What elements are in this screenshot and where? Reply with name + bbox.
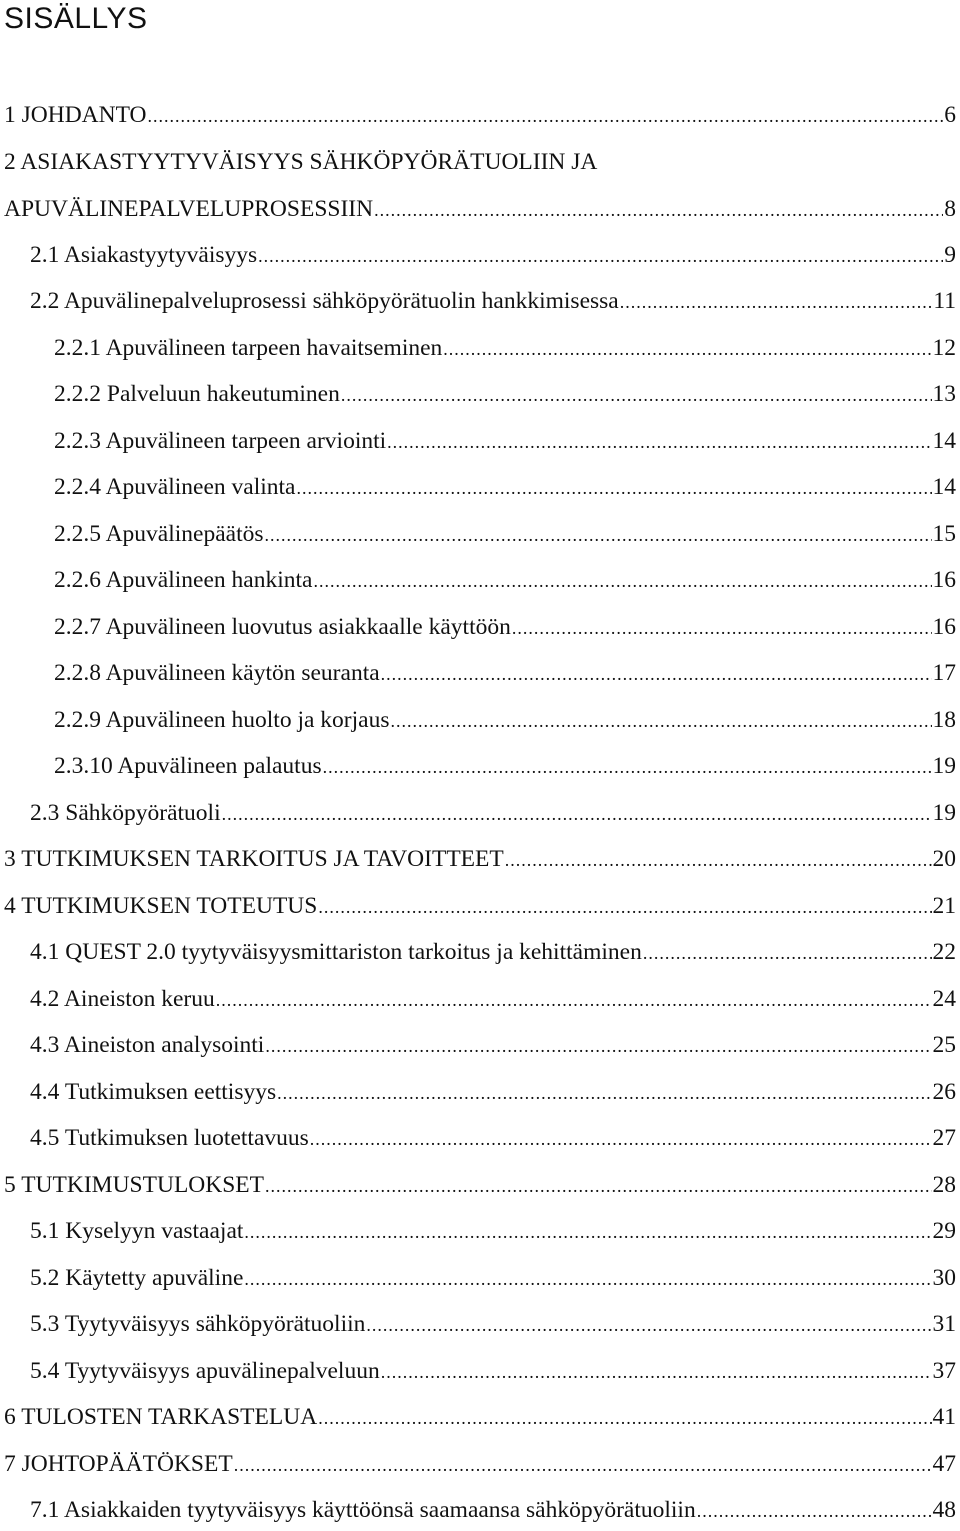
toc-entry[interactable] <box>4 891 956 922</box>
toc-entry[interactable] <box>30 1216 956 1247</box>
toc-entry[interactable] <box>30 286 956 317</box>
toc-entry-label: 2.2.2 Palveluun hakeutuminen <box>54 381 340 407</box>
toc-entry-label: 3 TUTKIMUKSEN TARKOITUS JA TAVOITTEET <box>4 846 504 872</box>
dot-leader <box>222 799 932 829</box>
toc-entry-label: 2.2.4 Apuvälineen valinta <box>54 474 296 500</box>
toc-page-number: 19 <box>932 800 956 826</box>
toc-page-number: 22 <box>932 939 956 965</box>
dot-leader <box>620 287 933 317</box>
toc-entry[interactable] <box>54 705 956 736</box>
toc-entry-label: 4.2 Aineiston keruu <box>30 986 215 1012</box>
toc-page-number: 41 <box>932 1404 956 1430</box>
toc-entry[interactable] <box>30 1263 956 1294</box>
toc-page-number: 30 <box>932 1265 956 1291</box>
toc-entry-label: 2.3 Sähköpyörätuoli <box>30 800 221 826</box>
dot-leader <box>505 845 932 875</box>
dot-leader <box>148 101 944 131</box>
toc-page-number: 14 <box>932 428 956 454</box>
dot-leader <box>443 334 931 364</box>
toc-entry-label: 2.3.10 Apuvälineen palautus <box>54 753 322 779</box>
toc-page-number: 48 <box>932 1497 956 1523</box>
toc-entry-label: 5.3 Tyytyväisyys sähköpyörätuoliin <box>30 1311 366 1337</box>
toc-page-number: 19 <box>932 753 956 779</box>
toc-page-number: 29 <box>932 1218 956 1244</box>
toc-entry[interactable] <box>4 1402 956 1433</box>
toc-entry-label: 5.4 Tyytyväisyys apuvälinepalveluun <box>30 1358 380 1384</box>
toc-entry-label: 2.1 Asiakastyytyväisyys <box>30 242 258 268</box>
dot-leader <box>265 520 932 550</box>
toc-entry[interactable] <box>30 1309 956 1340</box>
toc-entry[interactable] <box>30 1077 956 1108</box>
toc-entry[interactable] <box>30 1123 956 1154</box>
toc-page-number: 18 <box>932 707 956 733</box>
dot-leader <box>341 380 932 410</box>
dot-leader <box>310 1124 932 1154</box>
toc-entry-label: 2.2.9 Apuvälineen huolto ja korjaus <box>54 707 390 733</box>
toc-page-number: 16 <box>932 567 956 593</box>
toc-page-number: 26 <box>932 1079 956 1105</box>
toc-entry[interactable] <box>54 612 956 643</box>
toc-page-number: 11 <box>933 288 956 314</box>
toc-entry-label: 4.5 Tutkimuksen luotettavuus <box>30 1125 309 1151</box>
toc-entry[interactable] <box>54 565 956 596</box>
toc-entry-label: 4.4 Tutkimuksen eettisyys <box>30 1079 277 1105</box>
toc-page-number: 17 <box>932 660 956 686</box>
toc-entry-label: 2.2.1 Apuvälineen tarpeen havaitseminen <box>54 335 443 361</box>
dot-leader <box>381 659 932 689</box>
toc-entry[interactable] <box>30 984 956 1015</box>
toc-entry[interactable] <box>54 379 956 410</box>
dot-leader <box>296 473 931 503</box>
toc-entry[interactable] <box>54 519 956 550</box>
toc-entry-label: 2.2.5 Apuvälinepäätös <box>54 521 264 547</box>
toc-page-number: 37 <box>932 1358 956 1384</box>
dot-leader <box>390 706 931 736</box>
dot-leader <box>318 1403 931 1433</box>
toc-page-number: 14 <box>932 474 956 500</box>
toc-entry-label: 4 TUTKIMUKSEN TOTEUTUS <box>4 893 318 919</box>
toc-entry[interactable] <box>4 194 956 225</box>
dot-leader <box>244 1217 931 1247</box>
toc-entry[interactable] <box>54 426 956 457</box>
toc-entry-label: 2.2.6 Apuvälineen hankinta <box>54 567 313 593</box>
toc-page-number: 9 <box>944 242 956 268</box>
dot-leader <box>318 892 931 922</box>
toc-entry[interactable] <box>30 1495 956 1526</box>
dot-leader <box>216 985 932 1015</box>
toc-entry-label: 5 TUTKIMUSTULOKSET <box>4 1172 265 1198</box>
dot-leader <box>244 1264 931 1294</box>
toc-entry[interactable] <box>30 798 956 829</box>
toc-entry-label: 4.3 Aineiston analysointi <box>30 1032 265 1058</box>
toc-entry[interactable] <box>30 1356 956 1387</box>
dot-leader <box>313 566 931 596</box>
toc-entry-label: 5.2 Käytetty apuväline <box>30 1265 244 1291</box>
toc-entry-label: 1 JOHDANTO <box>4 102 147 128</box>
dot-leader <box>366 1310 931 1340</box>
toc-entry-label: 7 JOHTOPÄÄTÖKSET <box>4 1451 233 1477</box>
toc-entry-label: 4.1 QUEST 2.0 tyytyväisyysmittariston tarkoitus ja kehittäminen <box>30 939 642 965</box>
toc-entry[interactable] <box>30 937 956 968</box>
toc-entry[interactable] <box>4 1449 956 1480</box>
toc-entry-label: 2.2.8 Apuvälineen käytön seuranta <box>54 660 380 686</box>
toc-page-number: 24 <box>932 986 956 1012</box>
dot-leader <box>512 613 932 643</box>
toc-page-number: 6 <box>944 102 956 128</box>
toc-page-number: 20 <box>932 846 956 872</box>
toc-page-number: 15 <box>932 521 956 547</box>
toc-page-number: 13 <box>932 381 956 407</box>
toc-page-number: 25 <box>932 1032 956 1058</box>
toc-entry[interactable] <box>54 472 956 503</box>
toc-page-number: 31 <box>932 1311 956 1337</box>
dot-leader <box>265 1171 931 1201</box>
toc-entry[interactable] <box>54 658 956 689</box>
toc-entry[interactable] <box>54 751 956 782</box>
dot-leader <box>697 1496 932 1526</box>
toc-page-number: 21 <box>932 893 956 919</box>
dot-leader <box>381 1357 932 1387</box>
dot-leader <box>265 1031 931 1061</box>
toc-entry-label: 2.2 Apuvälinepalveluprosessi sähköpyörätuolin hankkimisessa <box>30 288 619 314</box>
page-title: SISÄLLYS <box>4 2 148 35</box>
dot-leader <box>374 195 943 225</box>
toc-entry-label: APUVÄLINEPALVELUPROSESSIIN <box>4 196 374 222</box>
dot-leader <box>277 1078 931 1108</box>
toc-entry[interactable] <box>4 844 956 875</box>
toc-entry[interactable] <box>30 1030 956 1061</box>
dot-leader <box>258 241 943 271</box>
toc-entry-label: 2.2.7 Apuvälineen luovutus asiakkaalle käyttöön <box>54 614 511 640</box>
toc-page-number: 27 <box>932 1125 956 1151</box>
toc-entry[interactable] <box>54 333 956 364</box>
toc-entry[interactable] <box>4 100 956 131</box>
toc-entry-first-line[interactable]: 2 ASIAKASTYYTYVÄISYYS SÄHKÖPYÖRÄTUOLIIN JA <box>4 149 598 175</box>
toc-page-number: 12 <box>932 335 956 361</box>
toc-entry-label: 7.1 Asiakkaiden tyytyväisyys käyttöönsä saamaansa sähköpyörätuoliin <box>30 1497 696 1523</box>
dot-leader <box>387 427 931 457</box>
dot-leader <box>234 1450 932 1480</box>
toc-entry-label: 5.1 Kyselyyn vastaajat <box>30 1218 244 1244</box>
toc-page-number: 16 <box>932 614 956 640</box>
toc-entry-label: 6 TULOSTEN TARKASTELUA <box>4 1404 318 1430</box>
toc-page-number: 28 <box>932 1172 956 1198</box>
toc-entry[interactable] <box>30 240 956 271</box>
toc-page-number: 47 <box>932 1451 956 1477</box>
dot-leader <box>323 752 932 782</box>
toc-entry-label: 2.2.3 Apuvälineen tarpeen arviointi <box>54 428 387 454</box>
toc-entry[interactable] <box>4 1170 956 1201</box>
dot-leader <box>643 938 932 968</box>
toc-page-number: 8 <box>944 196 956 222</box>
